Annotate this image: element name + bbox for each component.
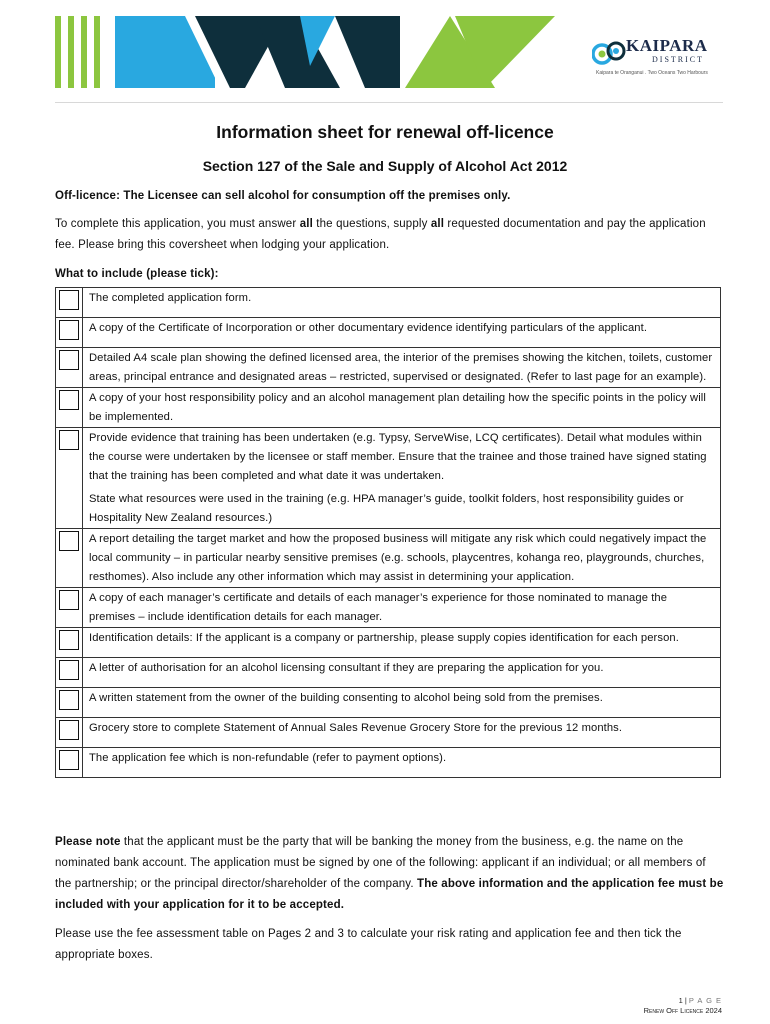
tick-checkbox[interactable] bbox=[59, 320, 79, 340]
tick-checkbox[interactable] bbox=[59, 630, 79, 650]
checklist-row bbox=[56, 718, 721, 748]
checklist-row bbox=[56, 288, 721, 318]
checklist-row bbox=[56, 348, 721, 388]
offlicence-definition: Off-licence: The Licensee can sell alcohol for consumption off the premises only. bbox=[55, 190, 511, 202]
checklist-item-cell bbox=[83, 718, 721, 748]
checklist-row bbox=[56, 529, 721, 588]
checklist-item-cell bbox=[83, 748, 721, 778]
checklist-table bbox=[55, 287, 721, 778]
checklist-item-cell bbox=[83, 428, 721, 529]
checklist-item-text: A written statement from the owner of the building consenting to alcohol being sold from the premises. bbox=[89, 692, 603, 704]
checkbox-cell bbox=[56, 628, 83, 658]
checkbox-cell bbox=[56, 529, 83, 588]
checklist-item-cell bbox=[83, 688, 721, 718]
logo-subtitle: DISTRICT bbox=[652, 55, 704, 64]
page-subtitle: Section 127 of the Sale and Supply of Alcohol Act 2012 bbox=[202, 158, 568, 174]
checklist-item-text: A letter of authorisation for an alcohol licensing consultant if they are preparing the application for you. bbox=[89, 662, 604, 674]
page-footer: 1 | P A G E Renew Off Licence 2024 bbox=[643, 996, 722, 1015]
checklist-row bbox=[56, 628, 721, 658]
checklist-row bbox=[56, 688, 721, 718]
tick-checkbox[interactable] bbox=[59, 290, 79, 310]
note-text: that the applicant must be the party that will be banking the money from the business, e.g. the name on the nominated bank account. The application must be signed by one of the following: applicant if an individual; or all members of the partnership; or the principal director/shareholder of the company. bbox=[55, 836, 706, 890]
checkbox-cell bbox=[56, 428, 83, 529]
note-paragraph bbox=[55, 832, 725, 916]
header-banner-graphic bbox=[55, 16, 655, 88]
checklist-row bbox=[56, 428, 721, 529]
checklist-item-text: Provide evidence that training has been undertaken (e.g. Typsy, ServeWise, LCQ certificates). Detail what modules within the course were undertaken by the licensee or staff member. Ensure that the trainee and those trained have signed stating that the training has been completed and what date it was undertaken. bbox=[89, 432, 707, 482]
tick-checkbox[interactable] bbox=[59, 750, 79, 770]
tick-checkbox[interactable] bbox=[59, 660, 79, 680]
logo-tagline: Kaipara te Oranganui . Two Oceans Two Harbours bbox=[596, 70, 708, 76]
checkbox-cell bbox=[56, 658, 83, 688]
note-label: Please note bbox=[55, 836, 121, 848]
checklist-item-text: Detailed A4 scale plan showing the defined licensed area, the interior of the premises showing the kitchen, toilets, customer areas, principal entrance and designated areas – restricted, supervised or designated. (Refer to last page for an example). bbox=[89, 352, 713, 383]
tick-checkbox[interactable] bbox=[59, 590, 79, 610]
checklist-row bbox=[56, 658, 721, 688]
logo-name: KAIPARA bbox=[626, 36, 708, 55]
checkbox-cell bbox=[56, 348, 83, 388]
checklist-item-text: A copy of your host responsibility policy and an alcohol management plan detailing how the specific points in the policy will be implemented. bbox=[89, 392, 706, 423]
checklist-item-cell bbox=[83, 288, 721, 318]
checklist-item-text: Identification details: If the applicant is a company or partnership, please supply copies identification for each person. bbox=[89, 632, 679, 644]
header-divider bbox=[55, 102, 723, 103]
checklist-item-cell bbox=[83, 318, 721, 348]
checklist-item-cell bbox=[83, 529, 721, 588]
tick-checkbox[interactable] bbox=[59, 690, 79, 710]
checkbox-cell bbox=[56, 588, 83, 628]
checklist-item-cell bbox=[83, 628, 721, 658]
checkbox-cell bbox=[56, 748, 83, 778]
checklist-item-cell bbox=[83, 348, 721, 388]
kaipara-swirl-icon bbox=[592, 38, 626, 66]
page-label: P A G E bbox=[688, 996, 722, 1005]
kaipara-district-logo bbox=[592, 34, 716, 80]
page-number: 1 bbox=[678, 996, 683, 1005]
instructions-emphasis-all-2: all bbox=[430, 218, 445, 230]
document-label: Renew Off Licence 2024 bbox=[643, 1006, 722, 1015]
checklist-row bbox=[56, 588, 721, 628]
checklist-row bbox=[56, 318, 721, 348]
checkbox-cell bbox=[56, 688, 83, 718]
tick-checkbox[interactable] bbox=[59, 390, 79, 410]
instructions-paragraph bbox=[55, 214, 725, 256]
checkbox-cell bbox=[56, 718, 83, 748]
checklist-row bbox=[56, 748, 721, 778]
checklist-item-text: Grocery store to complete Statement of Annual Sales Revenue Grocery Store for the previous 12 months. bbox=[89, 722, 623, 734]
checklist-item-cell bbox=[83, 658, 721, 688]
fee-assessment-paragraph: Please use the fee assessment table on Pages 2 and 3 to calculate your risk rating and application fee and then tick the appropriate boxes. bbox=[55, 928, 682, 961]
note-emphasis: The above information and the application fee must be included with your application for it to be accepted. bbox=[55, 878, 724, 911]
tick-checkbox[interactable] bbox=[59, 531, 79, 551]
tick-checkbox[interactable] bbox=[59, 720, 79, 740]
instructions-text-1: To complete this application, you must answer bbox=[55, 218, 300, 230]
checklist-item-text: A report detailing the target market and how the proposed business will mitigate any risk which could negatively impact the local community – in particular nearby sensitive premises (e.g. schools, playcentres, kohanga reo, playgrounds, churches, resthomes). Also include any other information which may assist in determining your application. bbox=[89, 533, 707, 583]
checkbox-cell bbox=[56, 318, 83, 348]
tick-checkbox[interactable] bbox=[59, 350, 79, 370]
checklist-item-extra-text: State what resources were used in the training (e.g. HPA manager’s guide, toolkit folders, host responsibility guides or Hospitality New Zealand resources.) bbox=[89, 493, 684, 524]
checklist-row bbox=[56, 388, 721, 428]
tick-checkbox[interactable] bbox=[59, 430, 79, 450]
checklist-item-cell bbox=[83, 388, 721, 428]
instructions-emphasis-all-1: all bbox=[299, 218, 313, 230]
checklist-item-text: The application fee which is non-refundable (refer to payment options). bbox=[89, 752, 447, 764]
checklist-heading: What to include (please tick): bbox=[55, 268, 219, 280]
checkbox-cell bbox=[56, 288, 83, 318]
checklist-item-cell bbox=[83, 588, 721, 628]
checkbox-cell bbox=[56, 388, 83, 428]
page-title: Information sheet for renewal off-licence bbox=[216, 122, 554, 142]
checklist-item-text: The completed application form. bbox=[89, 292, 252, 304]
checklist-item-text: A copy of each manager’s certificate and details of each manager’s experience for those nominated to manage the premises – include identification details for each manager. bbox=[89, 592, 668, 623]
instructions-text-2: the questions, supply bbox=[312, 218, 431, 230]
checklist-item-text: A copy of the Certificate of Incorporation or other documentary evidence identifying particulars of the applicant. bbox=[89, 322, 648, 334]
instructions-text-3: requested documentation and pay the application fee. Please bring this coversheet when lodging your application. bbox=[55, 218, 706, 251]
